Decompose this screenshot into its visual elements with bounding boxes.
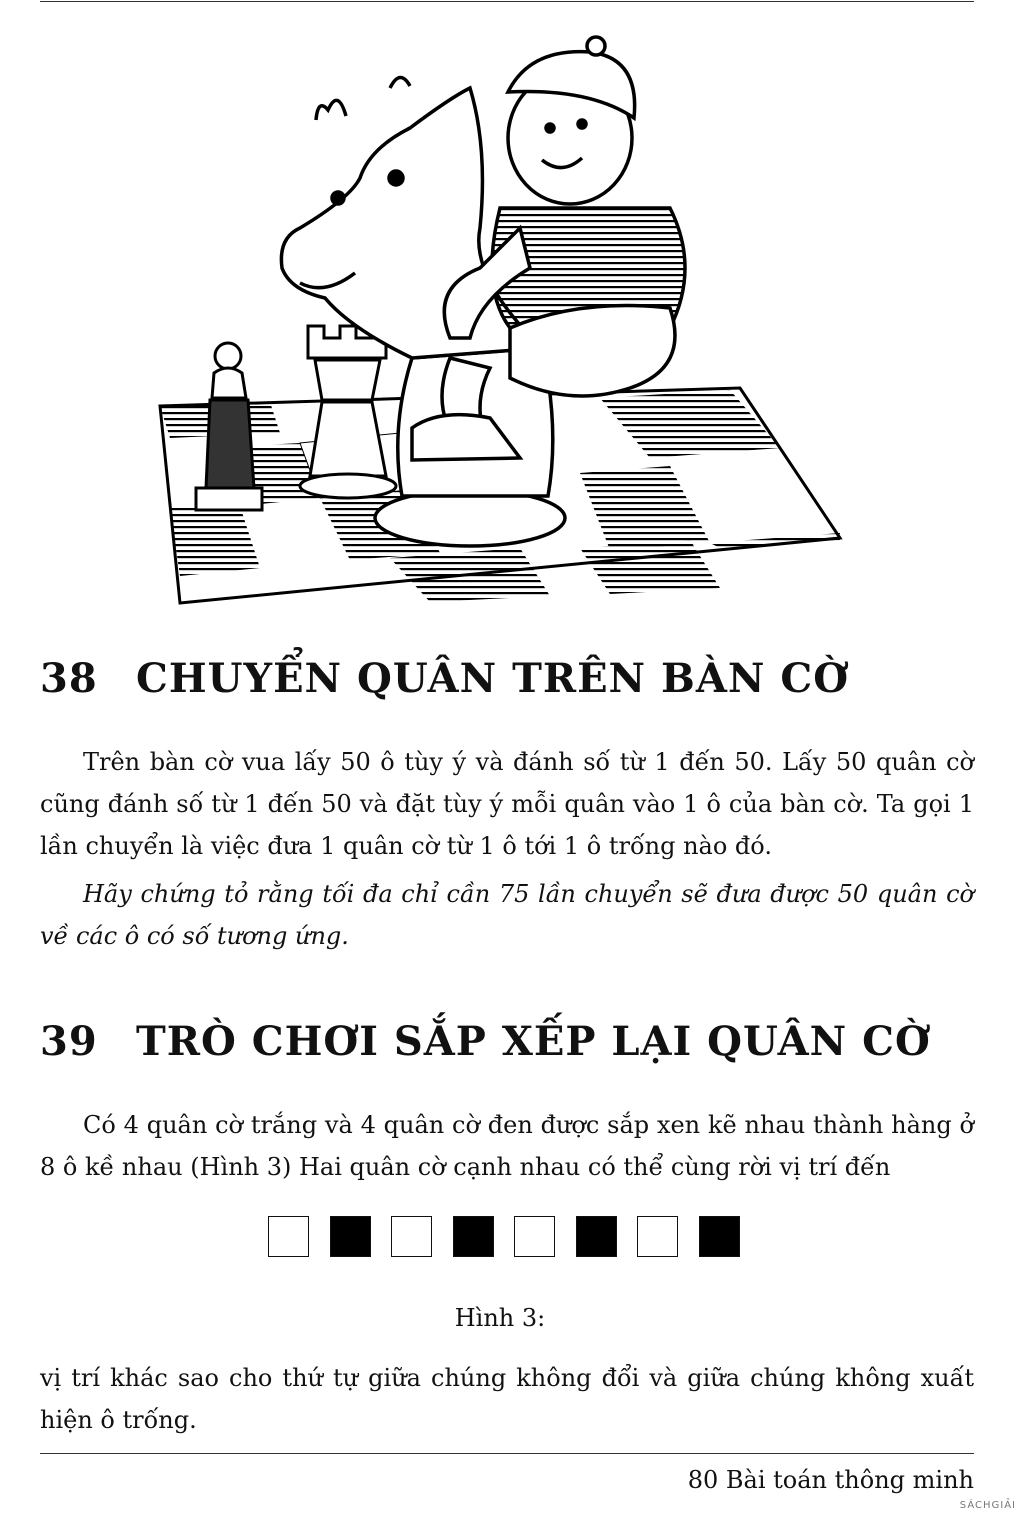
section-38-paragraph-2: Hãy chứng tỏ rằng tối đa chỉ cần 75 lần chuyển sẽ đưa được 50 quân cờ về các ô có số tương ứng. (40, 880, 974, 950)
figure-caption: Hình 3: (454, 1304, 546, 1332)
section-39-paragraph-2: vị trí khác sao cho thứ tự giữa chúng không đổi và giữa chúng không xuất hiện ô trống. (40, 1364, 974, 1434)
watermark-logo: SÁCHGIẢI (959, 1500, 1016, 1511)
section-title: CHUYỂN QUÂN TRÊN BÀN CỜ (136, 655, 850, 702)
figure-3-squares (268, 1216, 748, 1260)
rook-icon (300, 326, 396, 498)
white-square (637, 1216, 678, 1257)
white-square (391, 1216, 432, 1257)
white-square (268, 1216, 309, 1257)
section-39-paragraph-1: Có 4 quân cờ trắng và 4 quân cờ đen được sắp xen kẽ nhau thành hàng ở 8 ô kề nhau (Hình 3) Hai quân cờ cạnh nhau có thể cùng rời vị trí đến (40, 1111, 974, 1181)
black-square (453, 1216, 494, 1257)
section-heading-39 (40, 1020, 980, 1064)
white-square (514, 1216, 555, 1257)
section-number: 38 (40, 655, 98, 702)
top-rule (40, 1, 974, 2)
section-heading-38 (40, 657, 980, 701)
section-number: 39 (40, 1018, 98, 1065)
chess-knight-rider-illustration (150, 28, 850, 618)
black-square (699, 1216, 740, 1257)
section-title: TRÒ CHƠI SẮP XẾP LẠI QUÂN CỜ (136, 1018, 931, 1065)
black-square (330, 1216, 371, 1257)
black-square (576, 1216, 617, 1257)
bottom-rule (40, 1453, 974, 1454)
footer-book-title: 80 Bài toán thông minh (687, 1466, 974, 1494)
section-38-paragraph-1: Trên bàn cờ vua lấy 50 ô tùy ý và đánh số từ 1 đến 50. Lấy 50 quân cờ cũng đánh số từ 1 đến 50 và đặt tùy ý mỗi quân vào 1 ô của bàn cờ. Ta gọi 1 lần chuyển là việc đưa 1 quân cờ từ 1 ô tới 1 ô trống nào đó. (40, 748, 974, 860)
